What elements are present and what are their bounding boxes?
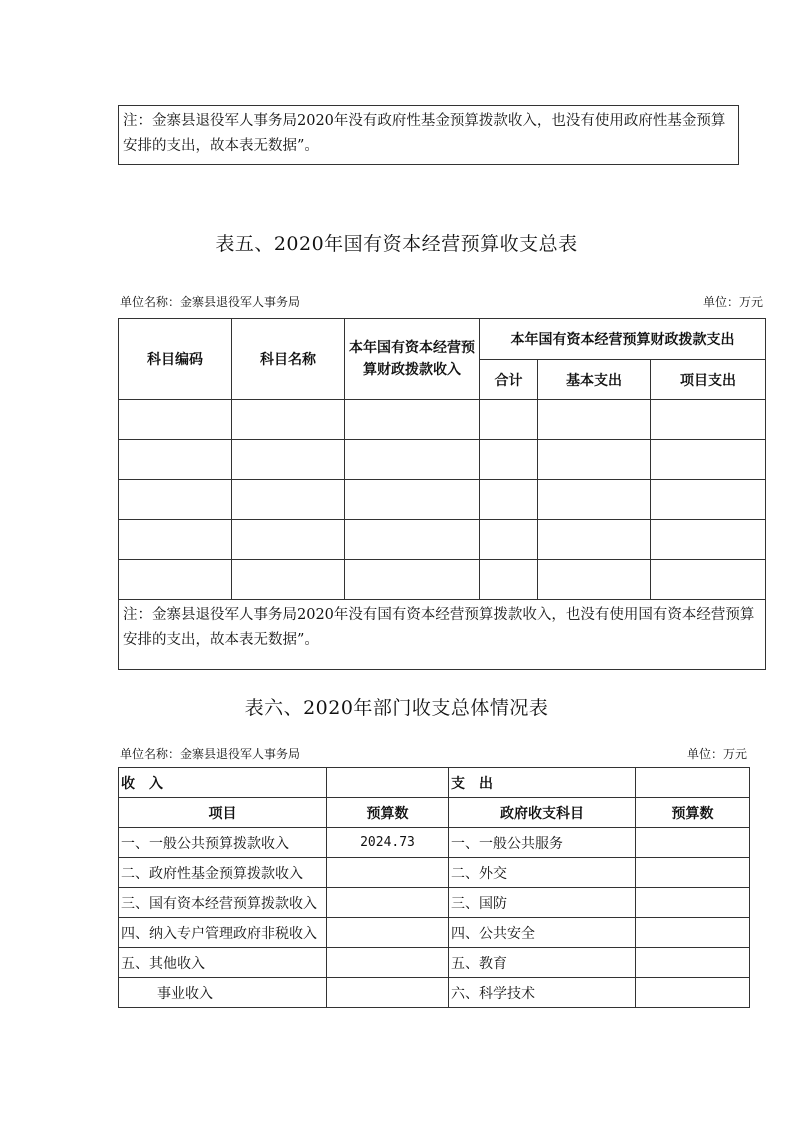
row-budget2 <box>636 828 750 858</box>
col-header-name: 科目名称 <box>232 319 345 400</box>
row-item: 五、其他收入 <box>119 948 327 978</box>
row-item: 二、政府性基金预算拨款收入 <box>119 858 327 888</box>
table-cell <box>480 400 538 440</box>
row-subject: 一、一般公共服务 <box>449 828 636 858</box>
table-cell <box>538 400 651 440</box>
table5-title: 表五、2020年国有资本经营预算收支总表 <box>215 233 578 255</box>
table-row <box>119 480 766 520</box>
row-subject: 六、科学技术 <box>449 978 636 1008</box>
row-budget <box>327 888 449 918</box>
table-cell <box>636 768 750 798</box>
table5-unit: 单位：万元 <box>703 295 764 309</box>
table-cell <box>480 520 538 560</box>
row-item: 一、一般公共预算拨款收入 <box>119 828 327 858</box>
table-cell <box>119 440 232 480</box>
table5-unit-name: 单位名称：金寨县退役军人事务局 <box>120 295 301 309</box>
table-cell <box>345 520 480 560</box>
table-cell <box>327 768 449 798</box>
table-cell <box>480 560 538 600</box>
table-cell <box>232 440 345 480</box>
row-subject: 三、国防 <box>449 888 636 918</box>
table-cell <box>538 520 651 560</box>
col-header-code: 科目编码 <box>119 319 232 400</box>
table-cell <box>232 400 345 440</box>
col-header-budget: 预算数 <box>327 798 449 828</box>
col-header-basic: 基本支出 <box>538 360 651 400</box>
table-row <box>119 918 750 948</box>
expense-header: 支 出 <box>449 768 636 798</box>
table-cell <box>538 480 651 520</box>
table6-title: 表六、2020年部门收支总体情况表 <box>244 697 549 719</box>
table-cell <box>119 520 232 560</box>
table-row <box>119 828 750 858</box>
table-row <box>119 520 766 560</box>
col-header-expense: 本年国有资本经营预算财政拨款支出 <box>480 319 766 360</box>
row-budget <box>327 948 449 978</box>
table-row <box>119 440 766 480</box>
table-cell <box>651 520 766 560</box>
table-cell <box>651 560 766 600</box>
row-budget <box>327 918 449 948</box>
table-cell <box>232 480 345 520</box>
table-row <box>119 858 750 888</box>
top-note-box <box>118 105 739 165</box>
col-header-item: 项目 <box>119 798 327 828</box>
col-header-total: 合计 <box>480 360 538 400</box>
table-cell <box>232 520 345 560</box>
row-subject: 五、教育 <box>449 948 636 978</box>
table-row <box>119 560 766 600</box>
row-budget2 <box>636 858 750 888</box>
top-note-text: 注：金寨县退役军人事务局2020年没有政府性基金预算拨款收入，也没有使用政府性基金预算安排的支出，故本表无数据”。 <box>123 113 726 154</box>
row-item: 四、纳入专户管理政府非税收入 <box>119 918 327 948</box>
table6-unit: 单位：万元 <box>687 747 748 761</box>
table-cell <box>651 440 766 480</box>
table-row <box>119 400 766 440</box>
table5-note-text: 注：金寨县退役军人事务局2020年没有国有资本经营预算拨款收入，也没有使用国有资本经营预算安排的支出，故本表无数据”。 <box>123 607 755 648</box>
row-budget <box>327 978 449 1008</box>
row-budget2 <box>636 888 750 918</box>
row-budget <box>327 858 449 888</box>
table-cell <box>119 400 232 440</box>
table-cell <box>232 560 345 600</box>
table-row <box>119 888 750 918</box>
table-cell <box>119 560 232 600</box>
table-cell <box>345 480 480 520</box>
table6 <box>118 767 750 1008</box>
table-cell <box>480 480 538 520</box>
income-header: 收 入 <box>119 768 327 798</box>
table6-unit-name: 单位名称：金寨县退役军人事务局 <box>120 747 301 761</box>
row-item: 三、国有资本经营预算拨款收入 <box>119 888 327 918</box>
table-cell <box>651 400 766 440</box>
table-row <box>119 948 750 978</box>
table-row <box>119 978 750 1008</box>
table-cell <box>345 560 480 600</box>
table5-note <box>119 600 766 670</box>
row-budget2 <box>636 978 750 1008</box>
row-subject: 二、外交 <box>449 858 636 888</box>
row-subject: 四、公共安全 <box>449 918 636 948</box>
table-cell <box>480 440 538 480</box>
table-cell <box>538 560 651 600</box>
table-cell <box>119 480 232 520</box>
col-header-subject: 政府收支科目 <box>449 798 636 828</box>
col-header-budget2: 预算数 <box>636 798 750 828</box>
row-budget2 <box>636 948 750 978</box>
row-item: 事业收入 <box>119 978 327 1008</box>
table-cell <box>345 400 480 440</box>
table-cell <box>538 440 651 480</box>
row-budget: 2024.73 <box>327 828 449 858</box>
table-cell <box>651 480 766 520</box>
table-cell <box>345 440 480 480</box>
col-header-income: 本年国有资本经营预算财政拨款收入 <box>345 319 480 400</box>
row-budget2 <box>636 918 750 948</box>
table5 <box>118 318 766 670</box>
col-header-project: 项目支出 <box>651 360 766 400</box>
